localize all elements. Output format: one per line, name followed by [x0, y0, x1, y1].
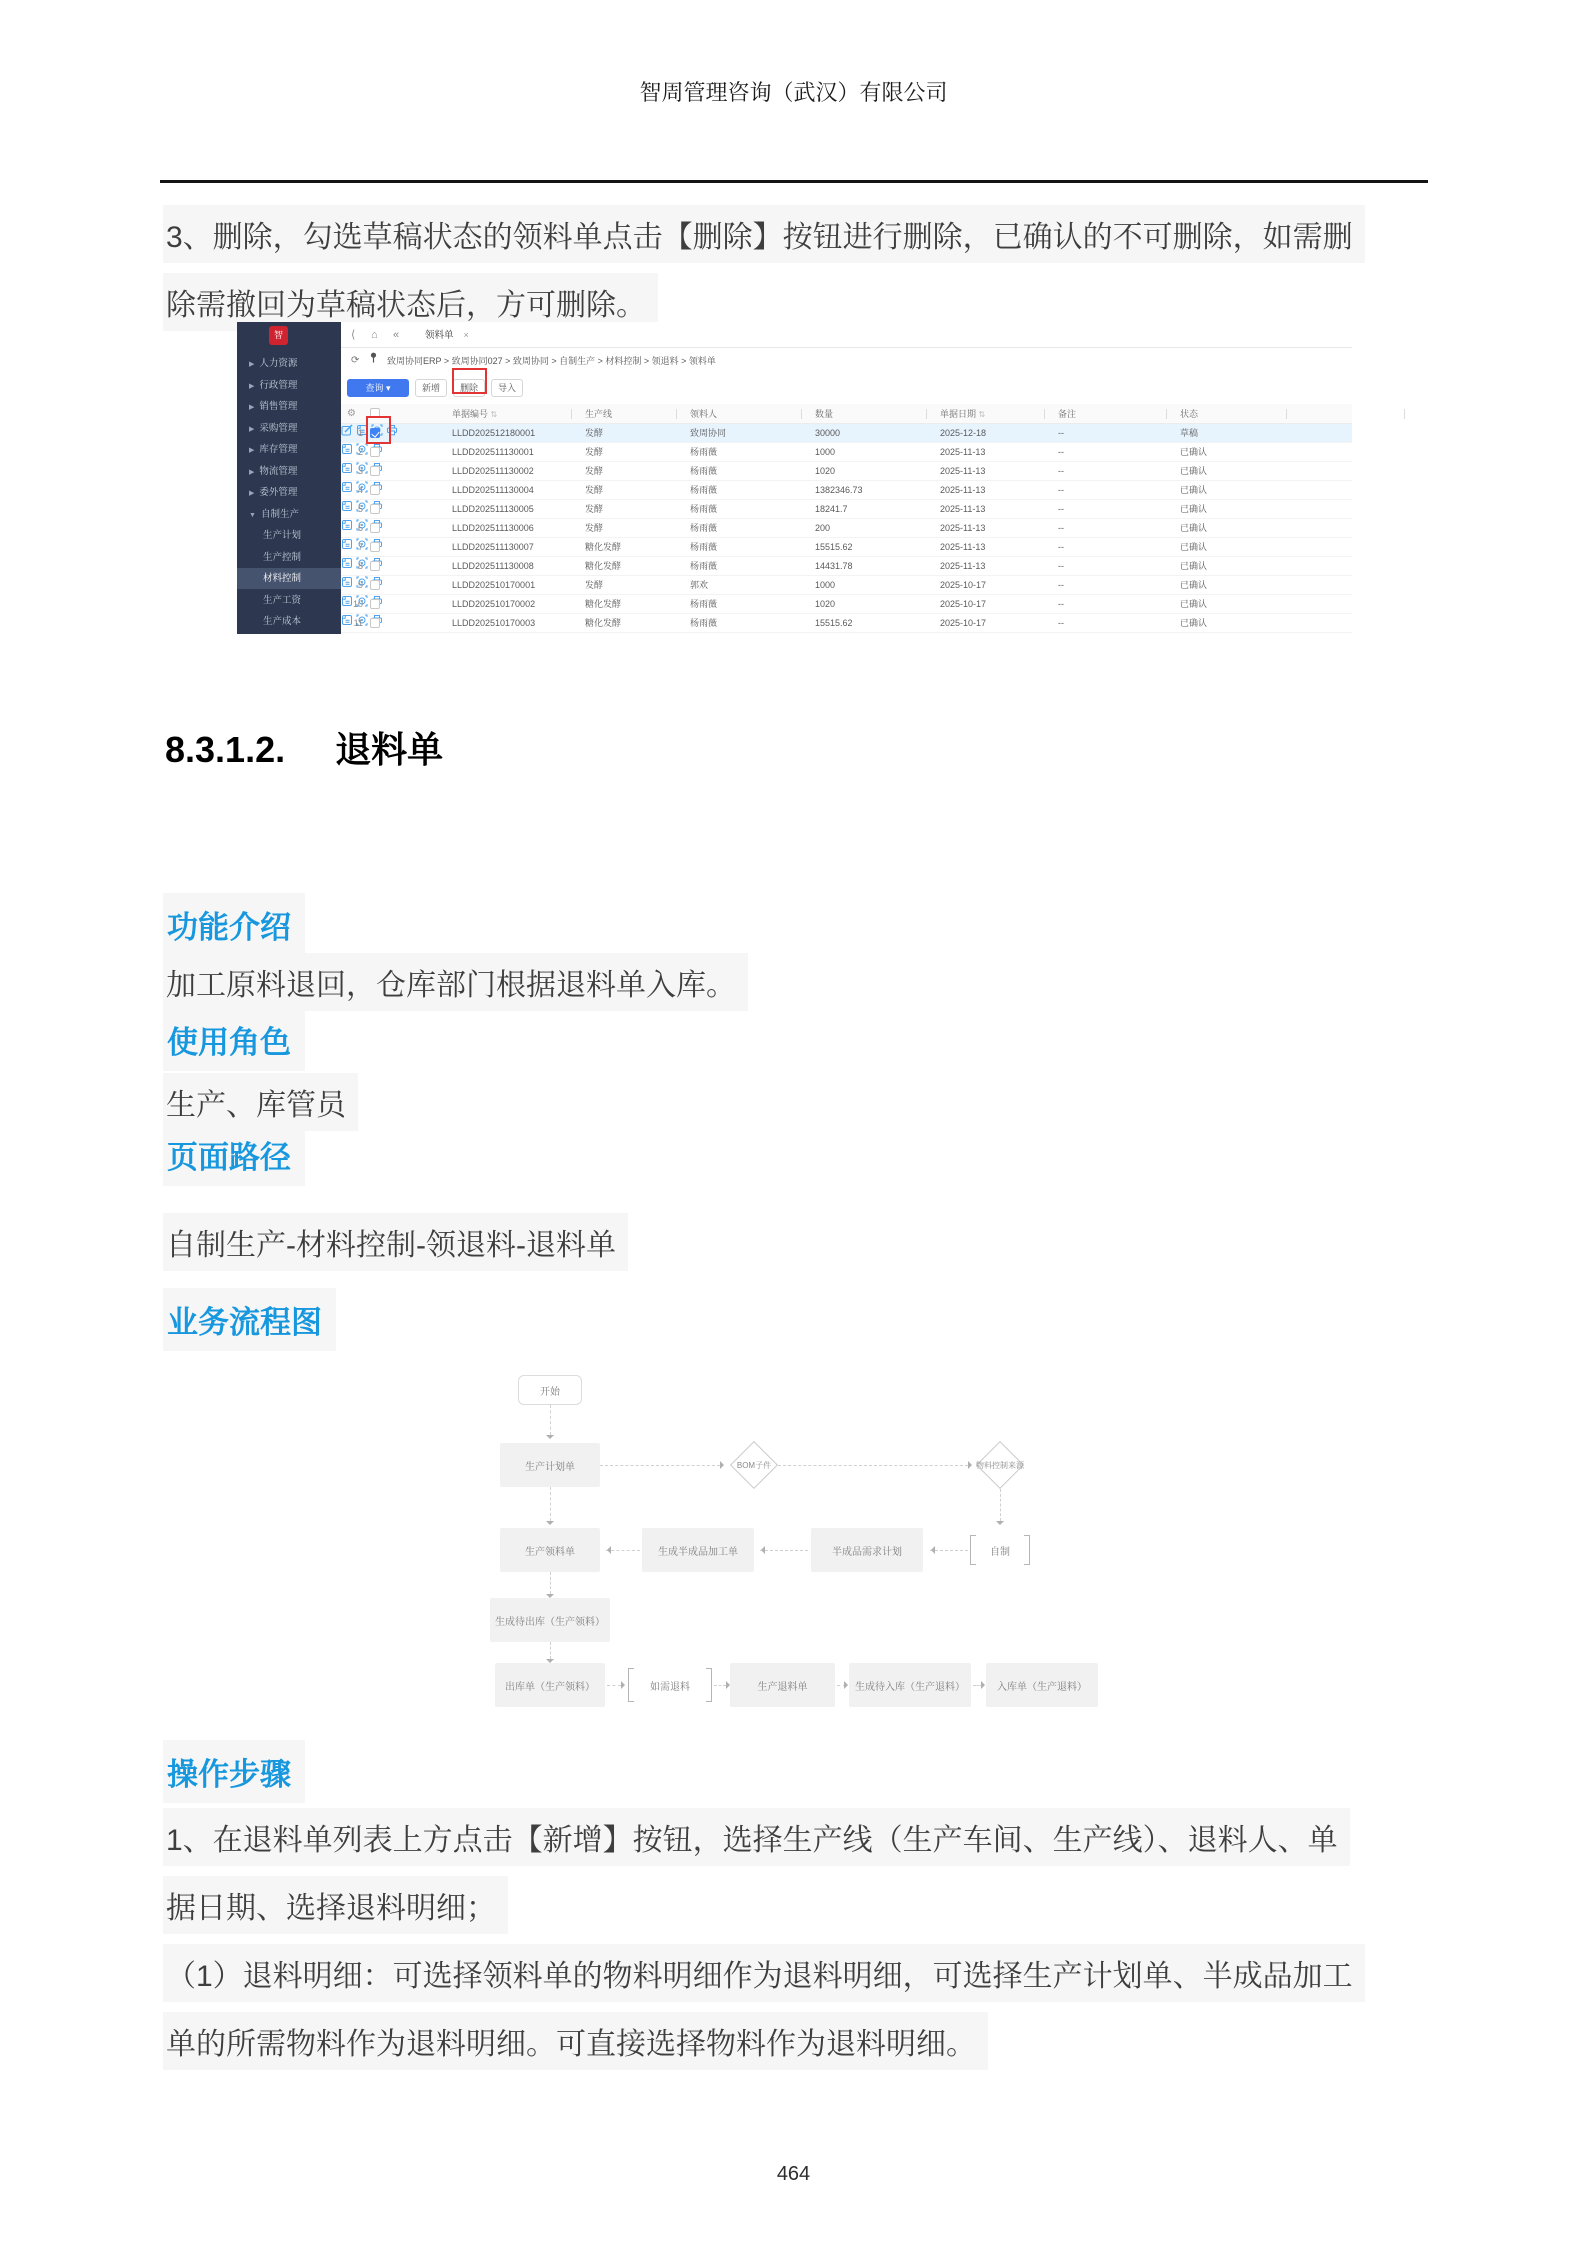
role-text: 生产、库管员	[163, 1073, 358, 1131]
cell-person: 郭欢	[690, 580, 709, 590]
collapse-icon[interactable]: «	[393, 329, 400, 341]
flow-node-semiwork: 生成半成品加工单	[642, 1528, 754, 1572]
heading-flow: 业务流程图	[163, 1288, 336, 1351]
path-text: 自制生产-材料控制-领退料-退料单	[163, 1213, 628, 1271]
flow-node-pendout: 生成待出库（生产领料）	[490, 1598, 610, 1642]
row-checkbox[interactable]	[370, 523, 380, 533]
table-row[interactable]: 9 LLDD202510170001 发酵 郭欢 1000 2025-10-17 -- 已确认	[341, 576, 1352, 595]
cell-date: 2025-10-17	[940, 599, 987, 609]
cell-person: 杨雨薇	[690, 542, 718, 552]
flow-node-ret: 生产退料单	[730, 1663, 835, 1707]
cell-line: 发酵	[585, 485, 604, 495]
cell-note: --	[1058, 542, 1064, 552]
flow-node-pick: 生产领料单	[500, 1528, 600, 1572]
header-divider	[160, 180, 1428, 183]
heading-steps: 操作步骤	[163, 1740, 305, 1803]
cell-status: 已确认	[1180, 466, 1208, 476]
cell-person: 杨雨薇	[690, 466, 718, 476]
row-checkbox[interactable]	[370, 466, 380, 476]
row-checkbox[interactable]	[370, 580, 380, 590]
erp-breadcrumb-bar	[341, 348, 1352, 374]
sidebar-item-9[interactable]: 生产计划	[263, 530, 302, 541]
row-checkbox[interactable]	[370, 447, 380, 457]
cell-status: 已确认	[1180, 523, 1208, 533]
intro-paragraph-line2: 除需撤回为草稿状态后，方可删除。	[163, 273, 658, 331]
erp-logo: 智	[269, 326, 288, 345]
cell-note: --	[1058, 466, 1064, 476]
cell-note: --	[1058, 447, 1064, 457]
cell-line: 发酵	[585, 580, 604, 590]
back-icon[interactable]: ⟨	[351, 329, 356, 341]
flow-node-pendin: 生成待入库（生产退料）	[849, 1663, 971, 1707]
cell-qty: 1000	[815, 580, 836, 590]
cell-line: 发酵	[585, 466, 604, 476]
cell-qty: 1382346.73	[815, 485, 863, 495]
cell-code: LLDD202510170003	[452, 618, 536, 628]
flow-node-out: 出库单（生产领料）	[495, 1663, 605, 1707]
cell-status: 已确认	[1180, 561, 1208, 571]
cell-note: --	[1058, 561, 1064, 571]
cell-status: 已确认	[1180, 485, 1208, 495]
sidebar-item-4[interactable]: ▶ 采购管理	[249, 422, 298, 434]
cell-line: 发酵	[585, 523, 604, 533]
flow-node-self: 自制	[970, 1535, 1030, 1565]
cell-code: LLDD202511130006	[452, 523, 534, 533]
sort-icon[interactable]: ⇅	[978, 410, 986, 419]
row-checkbox[interactable]	[370, 618, 380, 628]
cell-code: LLDD202511130002	[452, 466, 534, 476]
row-checkbox[interactable]	[370, 542, 380, 552]
cell-qty: 14431.78	[815, 561, 853, 571]
heading-role: 使用角色	[163, 1008, 305, 1071]
cell-date: 2025-11-13	[940, 561, 986, 571]
tab-lingliaodan[interactable]: 领料单 ×	[425, 330, 469, 341]
steps-line4: 单的所需物料作为退料明细。可直接选择物料作为退料明细。	[163, 2012, 988, 2070]
erp-table-header	[341, 404, 1352, 424]
cell-status: 草稿	[1180, 428, 1199, 438]
triangle-right-icon: ▶	[249, 425, 255, 433]
erp-toolbar	[341, 374, 1352, 404]
triangle-right-icon: ▶	[249, 447, 255, 454]
flow-node-src-label: 物料控制来源	[976, 1461, 1024, 1470]
heading-path: 页面路径	[163, 1123, 305, 1186]
business-flowchart	[230, 1365, 1390, 1715]
flow-node-bom-label: BOM子件	[736, 1461, 772, 1470]
flow-node-semiplan: 半成品需求计划	[811, 1528, 923, 1572]
column-header-7[interactable]: 状态	[1180, 409, 1199, 419]
cell-note: --	[1058, 428, 1064, 438]
table-row[interactable]: 1 LLDD202512180001 发酵 致周协同 30000 2025-12-18 -- 草稿	[341, 424, 1352, 443]
cell-date: 2025-11-13	[940, 447, 986, 457]
sort-icon[interactable]: ⇅	[490, 410, 498, 419]
delete-button[interactable]: 删除	[453, 379, 485, 397]
pin-icon[interactable]	[369, 348, 378, 374]
cell-qty: 15515.62	[815, 618, 853, 628]
sidebar-item-12[interactable]: 生产工资	[263, 594, 302, 606]
cell-note: --	[1058, 599, 1064, 609]
settings-icon[interactable]: ⚙	[347, 408, 356, 419]
refresh-icon[interactable]: ⟳	[351, 355, 360, 366]
sidebar-item-10[interactable]: 生产控制	[263, 551, 302, 563]
cell-qty: 15515.62	[815, 542, 853, 552]
table-row[interactable]: 11 LLDD202510170003 糖化发酵 杨雨薇 15515.62 2025-10-17 -- 已确认	[341, 614, 1352, 633]
section-heading: 8.3.1.2. 退料单	[165, 729, 444, 770]
erp-screenshot	[237, 322, 1352, 634]
cell-line: 糖化发酵	[585, 542, 622, 552]
table-row[interactable]: 2 LLDD202511130001 发酵 杨雨薇 1000 2025-11-13 -- 已确认	[341, 443, 1352, 462]
query-button[interactable]: 查询 ▾	[347, 379, 409, 397]
cell-date: 2025-11-13	[940, 542, 986, 552]
triangle-right-icon: ▶	[249, 382, 255, 390]
cell-status: 已确认	[1180, 504, 1208, 514]
row-checkbox[interactable]	[370, 561, 380, 571]
sidebar-item-2[interactable]: ▶ 行政管理	[249, 379, 298, 391]
cell-person: 杨雨薇	[690, 561, 718, 571]
cell-note: --	[1058, 485, 1064, 495]
triangle-right-icon: ▶	[249, 490, 255, 497]
cell-line: 糖化发酵	[585, 599, 622, 609]
triangle-down-icon: ▼	[249, 511, 256, 519]
add-button[interactable]: 新增	[415, 379, 447, 397]
cell-person: 致周协同	[690, 428, 727, 438]
cell-code: LLDD202511130005	[452, 504, 534, 514]
cell-qty: 18241.7	[815, 504, 848, 514]
cell-line: 发酵	[585, 447, 604, 457]
close-icon[interactable]: ×	[463, 330, 469, 340]
cell-date: 2025-10-17	[940, 580, 987, 590]
steps-line2: 据日期、选择退料明细；	[163, 1876, 508, 1934]
cell-code: LLDD202512180001	[452, 428, 536, 438]
triangle-right-icon: ▶	[249, 361, 255, 368]
home-icon[interactable]: ⌂	[371, 329, 378, 341]
cell-status: 已确认	[1180, 447, 1208, 457]
table-row[interactable]: 6 LLDD202511130006 发酵 杨雨薇 200 2025-11-13 -- 已确认	[341, 519, 1352, 538]
triangle-right-icon: ▶	[249, 468, 255, 476]
table-row[interactable]: 8 LLDD202511130008 糖化发酵 杨雨薇 14431.78 2025-11-13 -- 已确认	[341, 557, 1352, 576]
annotation-checkbox-highlight	[366, 416, 391, 444]
steps-line1: 1、在退料单列表上方点击【新增】按钮，选择生产线（生产车间、生产线）、退料人、单	[163, 1808, 1350, 1866]
flow-node-start: 开始	[518, 1375, 582, 1405]
cell-code: LLDD202510170002	[452, 599, 536, 609]
cell-qty: 1000	[815, 447, 836, 457]
cell-note: --	[1058, 504, 1064, 514]
row-checkbox[interactable]	[370, 485, 380, 495]
annotation-delete-highlight	[452, 368, 487, 394]
cell-date: 2025-11-13	[940, 504, 986, 514]
sidebar-item-7[interactable]: ▶ 委外管理	[249, 487, 298, 498]
column-header-1[interactable]: 单据编号 ⇅	[452, 409, 498, 419]
cell-code: LLDD202511130008	[452, 561, 534, 571]
cell-status: 已确认	[1180, 580, 1208, 590]
sidebar-item-13[interactable]: 生产成本	[263, 616, 302, 627]
cell-person: 杨雨薇	[690, 599, 718, 609]
cell-qty: 200	[815, 523, 831, 533]
row-checkbox[interactable]	[370, 504, 380, 514]
cell-qty: 1020	[815, 466, 836, 476]
steps-line3: （1）退料明细：可选择领料单的物料明细作为退料明细，可选择生产计划单、半成品加工	[163, 1944, 1365, 2002]
sidebar-item-3[interactable]: ▶ 销售管理	[249, 401, 298, 412]
triangle-right-icon: ▶	[249, 404, 255, 411]
func-text: 加工原料退回，仓库部门根据退料单入库。	[163, 953, 748, 1011]
cell-status: 已确认	[1180, 599, 1208, 609]
flow-node-plan: 生产计划单	[500, 1443, 600, 1487]
heading-func: 功能介绍	[163, 893, 305, 956]
cell-person: 杨雨薇	[690, 504, 718, 514]
breadcrumb[interactable]: 致周协同ERP > 致周协同027 > 致周协同 > 自制生产 > 材料控制 > 领退料 > 领料单	[387, 356, 716, 366]
table-row[interactable]: 4 LLDD202511130004 发酵 杨雨薇 1382346.73 2025-11-13 -- 已确认	[341, 481, 1352, 500]
cell-code: LLDD202511130004	[452, 485, 534, 495]
cell-line: 发酵	[585, 428, 604, 438]
column-header-2[interactable]: 生产线	[585, 409, 613, 419]
import-button[interactable]: 导入	[491, 379, 523, 397]
cell-code: LLDD202511130007	[452, 542, 534, 552]
cell-qty: 1020	[815, 599, 836, 609]
erp-tab-bar	[341, 322, 1352, 348]
cell-person: 杨雨薇	[690, 447, 718, 457]
cell-date: 2025-11-13	[940, 485, 986, 495]
cell-date: 2025-11-13	[940, 466, 986, 476]
column-header-6[interactable]: 备注	[1058, 409, 1077, 419]
cell-date: 2025-10-17	[940, 618, 987, 628]
cell-line: 糖化发酵	[585, 561, 622, 571]
cell-status: 已确认	[1180, 542, 1208, 552]
erp-sidebar	[237, 322, 341, 634]
table-row[interactable]: 3 LLDD202511130002 发酵 杨雨薇 1020 2025-11-13 -- 已确认	[341, 462, 1352, 481]
cell-person: 杨雨薇	[690, 485, 718, 495]
cell-note: --	[1058, 618, 1064, 628]
cell-date: 2025-11-13	[940, 523, 986, 533]
flow-node-inord: 入库单（生产退料）	[986, 1663, 1098, 1707]
cell-note: --	[1058, 523, 1064, 533]
cell-status: 已确认	[1180, 618, 1208, 628]
page-number: 464	[776, 2163, 811, 2185]
cell-person: 杨雨薇	[690, 618, 718, 628]
cell-code: LLDD202510170001	[452, 580, 536, 590]
chevron-down-icon[interactable]: ▾	[386, 383, 391, 393]
cell-person: 杨雨薇	[690, 523, 718, 533]
table-row[interactable]: 7 LLDD202511130007 糖化发酵 杨雨薇 15515.62 2025-11-13 -- 已确认	[341, 538, 1352, 557]
table-row[interactable]: 5 LLDD202511130005 发酵 杨雨薇 18241.7 2025-11-13 -- 已确认	[341, 500, 1352, 519]
table-row[interactable]: 10 LLDD202510170002 糖化发酵 杨雨薇 1020 2025-10-17 -- 已确认	[341, 595, 1352, 614]
cell-date: 2025-12-18	[940, 428, 987, 438]
cell-qty: 30000	[815, 428, 841, 438]
cell-line: 糖化发酵	[585, 618, 622, 628]
sidebar-item-1[interactable]: ▶ 人力资源	[249, 358, 298, 369]
sidebar-item-5[interactable]: ▶ 库存管理	[249, 444, 298, 455]
sidebar-item-6[interactable]: ▶ 物流管理	[249, 465, 298, 477]
cell-line: 发酵	[585, 504, 604, 514]
cell-code: LLDD202511130001	[452, 447, 534, 457]
page-header-company: 智周管理咨询（武汉）有限公司	[639, 80, 948, 105]
row-checkbox[interactable]	[370, 599, 380, 609]
intro-paragraph-line1: 3、删除，勾选草稿状态的领料单点击【删除】按钮进行删除，已确认的不可删除，如需删	[163, 205, 1365, 263]
sidebar-item-8[interactable]: ▼ 自制生产	[249, 508, 299, 520]
column-header-3[interactable]: 领料人	[690, 409, 718, 419]
column-header-5[interactable]: 单据日期 ⇅	[940, 409, 986, 419]
column-header-4[interactable]: 数量	[815, 409, 834, 419]
erp-main-area	[341, 322, 1352, 634]
sidebar-item-11[interactable]: 材料控制	[237, 568, 341, 589]
flow-node-ifret: 如需退料	[628, 1668, 712, 1702]
cell-note: --	[1058, 580, 1064, 590]
